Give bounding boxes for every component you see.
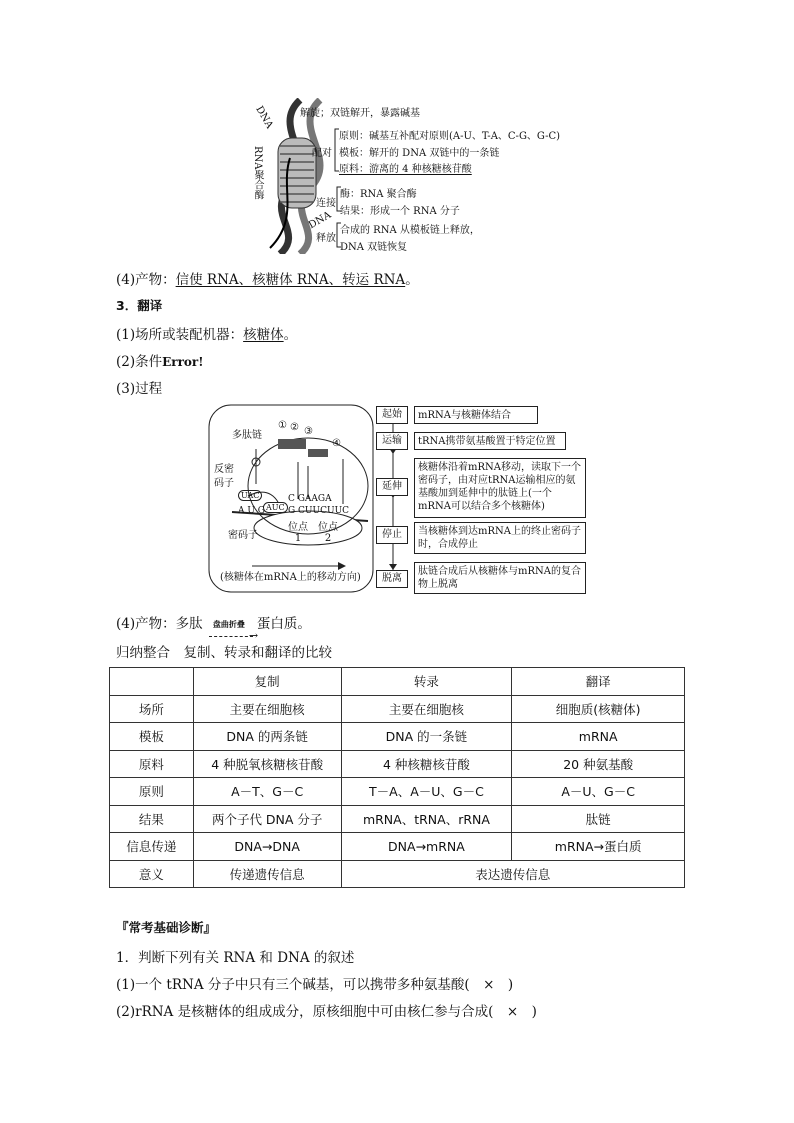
unwind-line: 解旋；双链解开，暴露碱基	[300, 108, 420, 119]
table-cell: 意义	[110, 860, 194, 888]
pair-template: 模板：解开的 DNA 双链中的一条链	[339, 148, 500, 159]
table-cell: 两个子代 DNA 分子	[193, 805, 341, 833]
dna-label: DNA	[253, 104, 275, 131]
question-1a: (1)一个 tRNA 分子中只有三个碱基，可以携带多种氨基酸( × )	[116, 977, 514, 993]
step-transport-label: 运输	[376, 432, 408, 450]
step-elongate-label: 延伸	[376, 478, 408, 496]
table-cell: A－U、G－C	[512, 778, 685, 806]
direction-label: (核糖体在mRNA上的移动方向)	[220, 572, 361, 583]
product-translation: (4)产物：多肽 盘曲折叠 → 蛋白质。	[116, 616, 311, 642]
table-cell: 场所	[110, 695, 194, 723]
step-elongate-desc: 核糖体沿着mRNA移动，读取下一个密码子，由对应tRNA运输相应的氨基酸加到延伸中的肽链上(一个mRNA可以结合多个核糖体)	[414, 458, 586, 518]
table-cell: 信息传递	[110, 833, 194, 861]
step-stop-label: 停止	[376, 526, 408, 544]
pair-step: 配对	[312, 148, 332, 159]
table-cell: DNA 的两条链	[193, 723, 341, 751]
connect-result: 结果：形成一个 RNA 分子	[340, 206, 460, 217]
table-cell: 结果	[110, 805, 194, 833]
uac-label: UAC	[238, 490, 262, 501]
table-cell: 原料	[110, 750, 194, 778]
table-cell: 细胞质(核糖体)	[512, 695, 685, 723]
product-transcription: (4)产物：信使 RNA、核糖体 RNA、转运 RNA。	[116, 272, 419, 288]
step-transport-desc: tRNA携带氨基酸置于特定位置	[414, 432, 566, 450]
table-cell: DNA→mRNA	[341, 833, 512, 861]
release-step: 释放	[316, 233, 336, 244]
aug-label: A U G	[238, 506, 265, 516]
release-line2: DNA 双链恢复	[340, 242, 408, 253]
table-cell: DNA→DNA	[193, 833, 341, 861]
table-header: 翻译	[512, 668, 685, 696]
site-1: 位点 1	[288, 522, 308, 544]
table-cell: 4 种脱氧核糖核苷酸	[193, 750, 341, 778]
table-row	[110, 833, 685, 861]
polymerase-label: RNA聚合酶	[252, 146, 263, 200]
cgaaga-label: C GAAGA	[288, 494, 332, 504]
step-release-label: 脱离	[376, 570, 408, 588]
table-cell: 传递遗传信息	[193, 860, 341, 888]
step-stop-desc: 当核糖体到达mRNA上的终止密码子时，合成停止	[414, 522, 586, 554]
table-header: 转录	[341, 668, 512, 696]
connect-enzyme: 酶：RNA 聚合酶	[340, 189, 417, 200]
table-cell: mRNA	[512, 723, 685, 751]
transcription-figure	[240, 98, 561, 254]
table-cell: T－A、A－U、G－C	[341, 778, 512, 806]
dna-label-2: DNA	[306, 209, 334, 232]
table-row	[110, 723, 685, 751]
anticodon-label-1: 反密	[214, 464, 234, 475]
question-1b: (2)rRNA 是核糖体的组成成分，原核细胞中可由核仁参与合成( × )	[116, 1004, 537, 1020]
polypeptide-label: 多肽链	[232, 430, 262, 441]
item-3: (3)过程	[116, 381, 163, 397]
table-row	[110, 805, 685, 833]
num-1: ①	[278, 420, 287, 431]
pair-principle: 原则：碱基互补配对原则(A-U、T-A、C-G、G-C)	[339, 131, 561, 142]
auc-label: AUC	[263, 502, 288, 513]
table-cell: A－T、G－C	[193, 778, 341, 806]
num-3: ③	[304, 426, 313, 437]
question-1: 1．判断下列有关 RNA 和 DNA 的叙述	[116, 950, 355, 966]
translation-figure	[208, 404, 588, 600]
table-cell: mRNA、tRNA、rRNA	[341, 805, 512, 833]
connect-step: 连接	[316, 198, 336, 209]
section-3-title: 3．翻译	[116, 298, 163, 313]
table-cell: 模板	[110, 723, 194, 751]
table-row	[110, 778, 685, 806]
table-cell: 肽链	[512, 805, 685, 833]
table-cell: DNA 的一条链	[341, 723, 512, 751]
anticodon-label-2: 码子	[214, 478, 234, 489]
table-cell: 主要在细胞核	[341, 695, 512, 723]
table-cell: 表达遗传信息	[341, 860, 684, 888]
table-header: 复制	[193, 668, 341, 696]
summary-title: 归纳整合 复制、转录和翻译的比较	[116, 645, 332, 661]
table-cell: 原则	[110, 778, 194, 806]
table-row	[110, 860, 685, 888]
comparison-table	[109, 667, 685, 888]
table-cell: 主要在细胞核	[193, 695, 341, 723]
table-row	[110, 695, 685, 723]
table-header	[110, 668, 194, 696]
site-2: 位点 2	[318, 522, 338, 544]
item-1: (1)场所或装配机器：核糖体。	[116, 327, 298, 343]
item-2: (2)条件Error!	[116, 354, 204, 370]
gcuu-label: G CUUCUUC	[288, 506, 350, 516]
release-line1: 合成的 RNA 从模板链上释放，	[340, 225, 480, 236]
diagnosis-title: 『常考基础诊断』	[116, 920, 217, 935]
step-start-label: 起始	[376, 406, 408, 424]
num-4: ④	[332, 438, 341, 449]
table-header-row	[110, 668, 685, 696]
pair-material: 原料：游离的 4 种核糖核苷酸	[339, 164, 472, 175]
num-2: ②	[290, 422, 299, 433]
table-cell: mRNA→蛋白质	[512, 833, 685, 861]
table-row	[110, 750, 685, 778]
table-cell: 20 种氨基酸	[512, 750, 685, 778]
codon-label: 密码子	[228, 530, 258, 541]
table-cell: 4 种核糖核苷酸	[341, 750, 512, 778]
step-release-desc: 肽链合成后从核糖体与mRNA的复合物上脱离	[414, 562, 586, 594]
step-start-desc: mRNA与核糖体结合	[414, 406, 538, 424]
